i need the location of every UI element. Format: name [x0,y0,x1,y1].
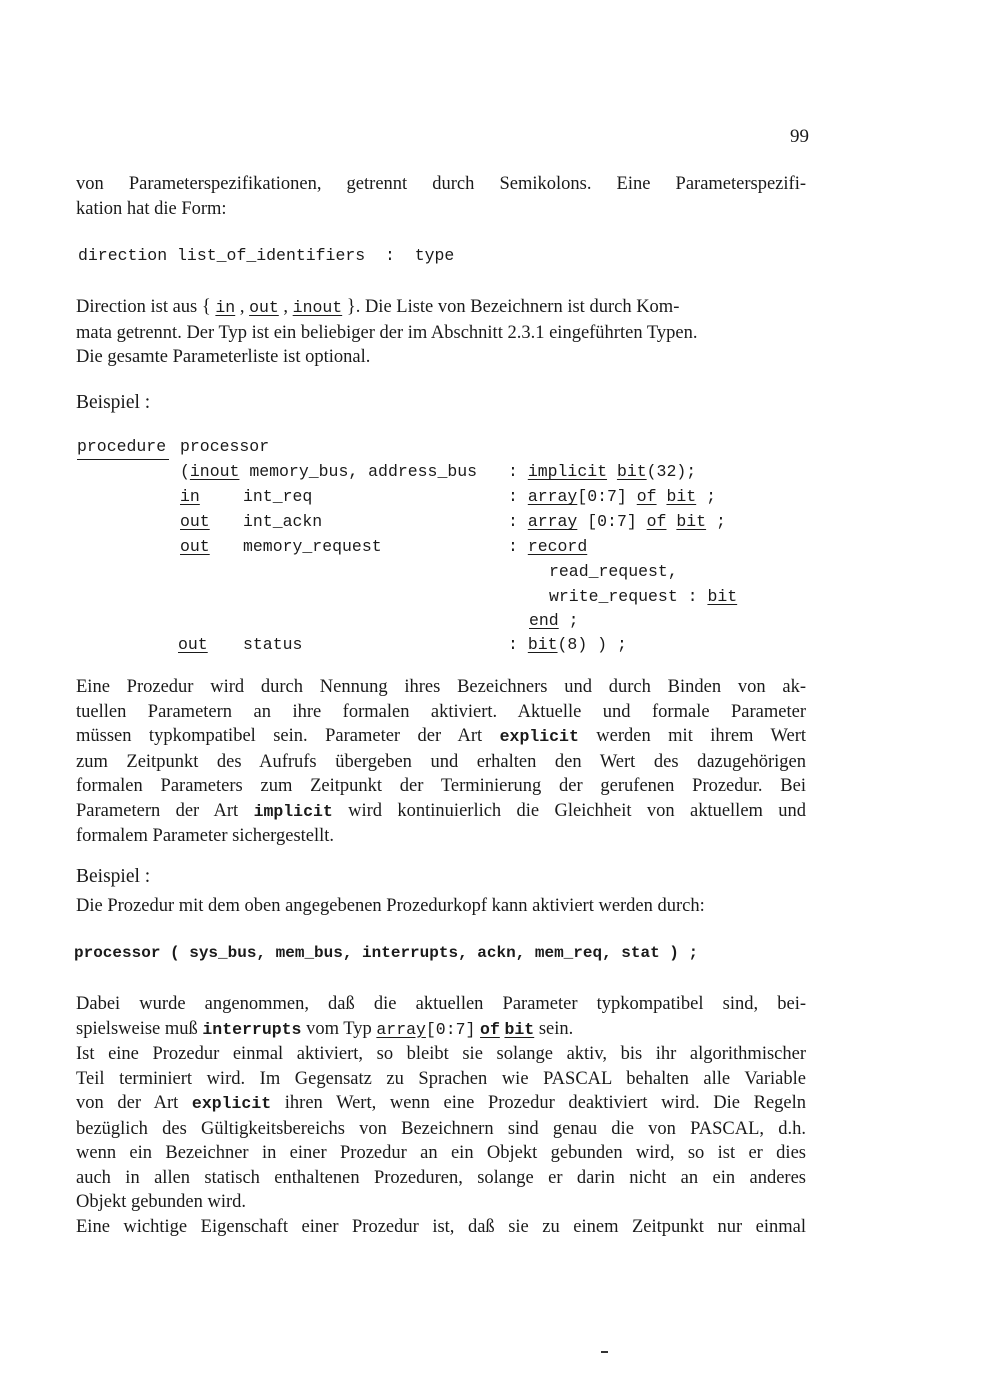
dir-keyword: out [178,635,208,654]
form-direction: direction [78,246,168,265]
text-line: bezüglich des Gültigkeitsbereichs von Bezeichnern sind genau die von PASCAL, d.h. [76,1118,806,1139]
param-direction: inout [189,462,240,481]
type-keyword: bit [676,512,707,531]
param-identifiers: memory_request [243,537,382,556]
param-direction [180,537,210,556]
param-direction [178,635,208,654]
text-segment: von der Art [76,1093,179,1113]
param-type [508,635,627,654]
text-segment: }. Die Liste von Bezeichnern ist durch Kom- [346,297,680,317]
end-keyword: end [529,611,559,630]
type-colon: : [508,537,518,556]
type-end: ; [706,487,716,506]
param-identifiers: int_req [243,487,313,506]
dir-keyword: out [180,512,210,531]
type-rest: (32); [646,462,697,481]
record-end [529,611,579,630]
text-segment: , [239,297,245,317]
keyword-out: out [249,298,279,317]
text-line: Dabei wurde angenommen, daß die aktuellen Parameter typkompatibel sind, bei- [76,994,806,1014]
param-type [508,537,587,556]
text-line: formalen Parameters zum Zeitpunkt der Terminierung der gerufenen Prozedur. Bei [76,776,806,796]
text-line: von Parameterspezifikationen, getrennt durch Semikolons. Eine Parameterspezifi- [76,174,806,194]
type-end: ; [716,512,726,531]
type-keyword: of [636,487,657,506]
text-line [76,1017,806,1043]
type-keyword: implicit [527,462,608,481]
text-line: Eine wichtige Eigenschaft einer Prozedur ist, daß sie zu einem Zeitpunkt nur einmal [76,1216,806,1237]
type-colon: : [508,512,518,531]
text-line: auch in allen statisch enthaltenen Prozeduren, solange er darin nicht an ein anderes [76,1167,806,1188]
paragraph-parameter-spec [76,172,806,221]
form-list: list_of_identifiers [177,246,366,265]
text-line: formalem Parameter sichergestellt. [76,826,335,846]
keyword-explicit: explicit [191,1094,272,1113]
dir-keyword: out [180,537,210,556]
param-direction [180,487,200,506]
keyword-interrupts: interrupts [202,1019,302,1039]
paren: ( [180,462,190,481]
page-number: 99 [790,126,809,147]
text-line: wenn ein Bezeichner in einer Prozedur an ein Objekt gebunden wird, so ist er dies [76,1143,806,1163]
text-line [76,799,806,825]
type-range: [0:7] [425,1019,476,1039]
record-field: read_request, [549,562,678,581]
type-keyword: array [527,512,578,531]
type-keyword: bit [527,635,558,654]
procedure-name: processor [180,437,270,456]
text-line [76,1091,806,1117]
param-direction [180,512,210,531]
type-keyword: of [646,512,667,531]
text-line [76,724,806,750]
text-line: Eine Prozedur wird durch Nennung ihres Bezeichners und durch Binden von ak- [76,677,806,697]
param-identifiers: memory_bus, address_bus [249,462,478,481]
paragraph-activation [76,675,806,849]
text-segment: spielsweise muß [76,1018,198,1039]
param-identifiers: int_ackn [243,512,323,531]
text-segment: Direction ist aus { [76,297,211,317]
field-name: write_request : [549,587,698,606]
paragraph-explanation [76,992,806,1239]
type-keyword: bit [666,487,697,506]
scan-mark [601,1351,608,1353]
keyword-underline [77,459,169,460]
text-segment: werden mit ihrem Wert [596,726,807,746]
text-segment: wird kontinuierlich die Gleichheit von aktuellem und [348,800,807,821]
type-keyword: array [527,487,578,506]
param-identifiers: status [243,635,303,654]
heading-beispiel: Beispiel : [76,392,151,413]
param-row [180,462,477,481]
type-keyword: of [480,1019,500,1039]
text-segment: müssen typkompatibel sein. Parameter der Art [76,726,483,746]
dir-keyword: in [180,487,200,506]
text-line: Ist eine Prozedur einmal aktiviert, so bleibt sie solange aktiv, bis ihr algorithmischer [76,1044,806,1064]
text-line: kation hat die Form: [76,198,227,219]
procedure-keyword: procedure [77,437,167,456]
text-line: Die Prozedur mit dem oben angegebenen Prozedurkopf kann aktiviert werden durch: [76,896,705,916]
form-type: type [414,246,455,265]
procedure-call: processor ( sys_bus, mem_bus, interrupts, ackn, mem_req, stat ) ; [74,944,699,962]
text-segment: ihren Wert, wenn eine Prozedur deaktiviert wird. Die Regeln [284,1093,807,1113]
text-line [76,295,806,321]
text-line: tuellen Parametern an ihre formalen aktiviert. Aktuelle und formale Parameter [76,701,806,722]
type-keyword: record [527,537,588,556]
form-colon: : [384,246,395,265]
param-type [508,462,696,481]
type-keyword: bit [707,587,738,606]
paragraph-call-intro [76,894,806,919]
type-keyword: array [376,1019,426,1039]
type-range: [0:7] [577,487,627,506]
text-line: Objekt gebunden wird. [76,1192,247,1212]
text-line: Teil terminiert wird. Im Gegensatz zu Sprachen wie PASCAL behalten alle Variable [76,1068,806,1089]
param-type [508,512,726,531]
text-segment: sein. [538,1018,574,1039]
type-colon: : [508,487,518,506]
type-colon: : [508,635,518,654]
keyword-implicit: implicit [253,801,333,821]
heading-beispiel: Beispiel : [76,866,151,887]
text-line: Die gesamte Parameterliste ist optional. [76,347,371,367]
keyword-inout: inout [292,298,343,317]
type-colon: : [508,462,518,481]
text-segment: vom Typ [306,1018,372,1039]
keyword-explicit: explicit [499,727,579,746]
type-end: ; [568,611,579,630]
param-type [508,487,716,506]
text-line: zum Zeitpunkt des Aufrufs übergeben und erhalten den Wert des dazugehörigen [76,751,806,772]
text-segment: Parametern der Art [76,800,239,821]
type-keyword: bit [616,462,647,481]
keyword-in: in [215,298,236,317]
type-keyword: bit [504,1019,535,1039]
type-rest: (8) ) ; [557,635,627,654]
type-range: [0:7] [587,512,637,531]
text-line: mata getrennt. Der Typ ist ein beliebiger der im Abschnitt 2.3.1 eingeführten Typen. [76,322,698,343]
paragraph-direction [76,295,806,370]
text-segment: , [283,297,289,317]
parameter-form [78,246,454,265]
record-field [549,587,737,606]
